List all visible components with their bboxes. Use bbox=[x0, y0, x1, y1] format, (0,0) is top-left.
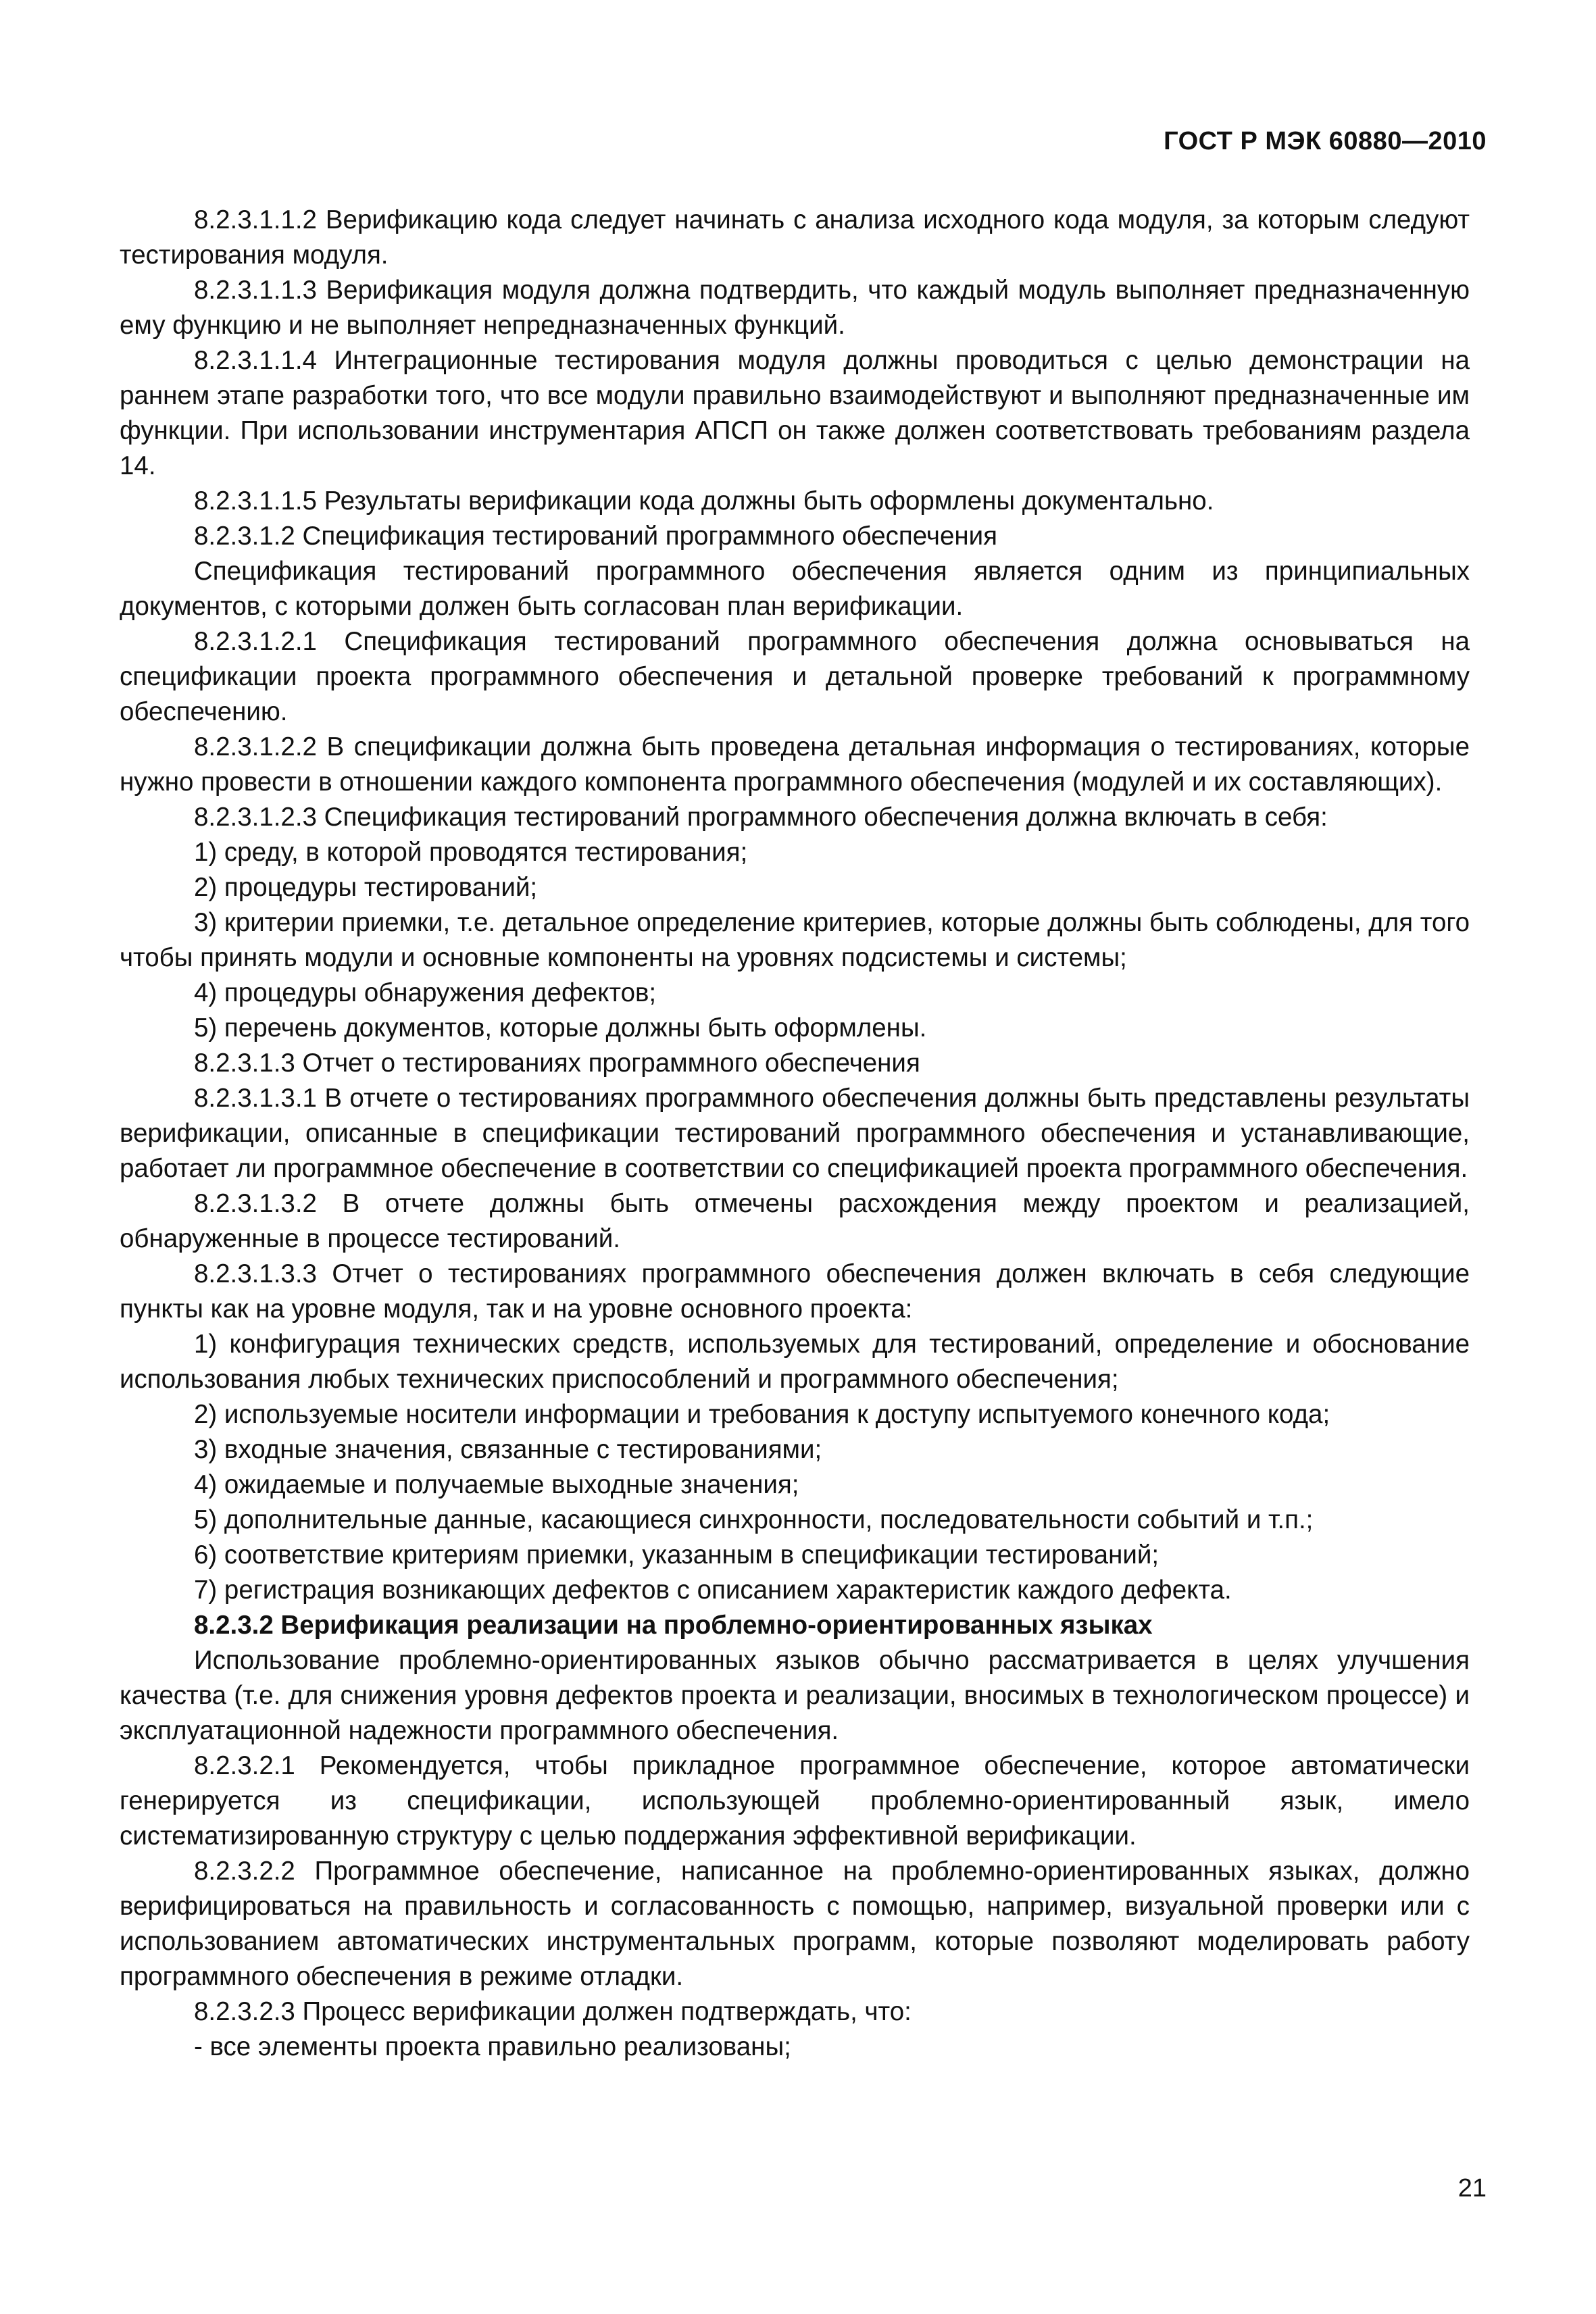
paragraph: 8.2.3.1.3.2 В отчете должны быть отмечены расхождения между проектом и реализацией, обнаруженные в процессе тестирований. bbox=[120, 1189, 1470, 1253]
paragraph: 3) критерии приемки, т.е. детальное определение критериев, которые должны быть соблюдены, для того чтобы принять модули и основные компоненты на уровнях подсистемы и системы; bbox=[120, 908, 1470, 972]
paragraph: 8.2.3.1.2.1 Спецификация тестирований программного обеспечения должна основываться на спецификации проекта программного обеспечения и детальной проверке требований к программному обеспечению. bbox=[120, 627, 1470, 726]
paragraph: 8.2.3.1.2.3 Спецификация тестирований программного обеспечения должна включать в себя: bbox=[194, 803, 1328, 832]
paragraph: 8.2.3.1.1.3 Верификация модуля должна подтвердить, что каждый модуль выполняет предназначенную ему функцию и не выполняет непредназначенных функций. bbox=[120, 276, 1470, 340]
paragraph: 2) процедуры тестирований; bbox=[194, 873, 538, 902]
paragraph: 2) используемые носители информации и требования к доступу испытуемого конечного кода; bbox=[194, 1400, 1330, 1429]
paragraph: 6) соответствие критериям приемки, указанным в спецификации тестирований; bbox=[194, 1540, 1159, 1569]
paragraph: 8.2.3.1.3 Отчет о тестированиях программного обеспечения bbox=[194, 1049, 920, 1078]
paragraph: 8.2.3.1.1.4 Интеграционные тестирования модуля должны проводиться с целью демонстрации на раннем этапе разработки того, что все модули правильно взаимодействуют и выполняют предназначенные им функции. При использовании инструментария АПСП он также должен соответствовать требованиям раздела 14. bbox=[120, 346, 1470, 480]
paragraph: 4) ожидаемые и получаемые выходные значения; bbox=[194, 1470, 799, 1499]
paragraph: 8.2.3.2.3 Процесс верификации должен подтверждать, что: bbox=[194, 1997, 912, 2026]
paragraph: 8.2.3.1.2.2 В спецификации должна быть проведена детальная информация о тестированиях, которые нужно провести в отношении каждого компонента программного обеспечения (модулей и их составляющих). bbox=[120, 732, 1470, 797]
paragraph: - все элементы проекта правильно реализованы; bbox=[194, 2032, 791, 2061]
paragraph: 1) среду, в которой проводятся тестирования; bbox=[194, 838, 748, 867]
paragraph: 8.2.3.2.2 Программное обеспечение, написанное на проблемно-ориентированных языках, должно верифицироваться на правильность и согласованность с помощью, например, визуальной проверки или с использованием автоматических инструментальных программ, которые позволяют моделировать работу программного обеспечения в режиме отладки. bbox=[120, 1857, 1470, 1991]
paragraph: 8.2.3.1.2 Спецификация тестирований программного обеспечения bbox=[194, 522, 997, 551]
paragraph: 8.2.3.1.1.5 Результаты верификации кода должны быть оформлены документально. bbox=[194, 486, 1214, 515]
section-heading: 8.2.3.2 Верификация реализации на проблемно-ориентированных языках bbox=[194, 1611, 1153, 1640]
paragraph: 8.2.3.1.1.2 Верификацию кода следует начинать с анализа исходного кода модуля, за которым следуют тестирования модуля. bbox=[120, 205, 1470, 270]
paragraph: 8.2.3.1.3.1 В отчете о тестированиях программного обеспечения должны быть представлены результаты верификации, описанные в спецификации тестирований программного обеспечения и устанавливающие, работает ли программное обеспечение в соответствии со спецификацией проекта программного обеспечения. bbox=[120, 1084, 1470, 1183]
paragraph: 8.2.3.2.1 Рекомендуется, чтобы прикладное программное обеспечение, которое автоматически генерируется из спецификации, использующей проблемно-ориентированный язык, имело систематизированную структуру с целью поддержания эффективной верификации. bbox=[120, 1751, 1470, 1851]
document-body bbox=[120, 203, 1470, 2065]
page-number: 21 bbox=[1457, 2174, 1487, 2203]
document-header-title: ГОСТ Р МЭК 60880—2010 bbox=[1164, 127, 1487, 155]
paragraph: 1) конфигурация технических средств, используемых для тестирований, определение и обоснование использования любых технических приспособлений и программного обеспечения; bbox=[120, 1330, 1470, 1394]
paragraph: 7) регистрация возникающих дефектов с описанием характеристик каждого дефекта. bbox=[194, 1576, 1232, 1605]
paragraph: 5) дополнительные данные, касающиеся синхронности, последовательности событий и т.п.; bbox=[194, 1505, 1314, 1534]
paragraph: 8.2.3.1.3.3 Отчет о тестированиях программного обеспечения должен включать в себя следующие пункты как на уровне модуля, так и на уровне основного проекта: bbox=[120, 1259, 1470, 1324]
paragraph: 4) процедуры обнаружения дефектов; bbox=[194, 978, 657, 1007]
paragraph: Использование проблемно-ориентированных языков обычно рассматривается в целях улучшения качества (т.е. для снижения уровня дефектов проекта и реализации, вносимых в технологическом процессе) и эксплуатационной надежности программного обеспечения. bbox=[120, 1646, 1470, 1745]
paragraph: Спецификация тестирований программного обеспечения является одним из принципиальных документов, с которыми должен быть согласован план верификации. bbox=[120, 557, 1470, 621]
paragraph: 3) входные значения, связанные с тестированиями; bbox=[194, 1435, 822, 1464]
paragraph: 5) перечень документов, которые должны быть оформлены. bbox=[194, 1013, 927, 1042]
